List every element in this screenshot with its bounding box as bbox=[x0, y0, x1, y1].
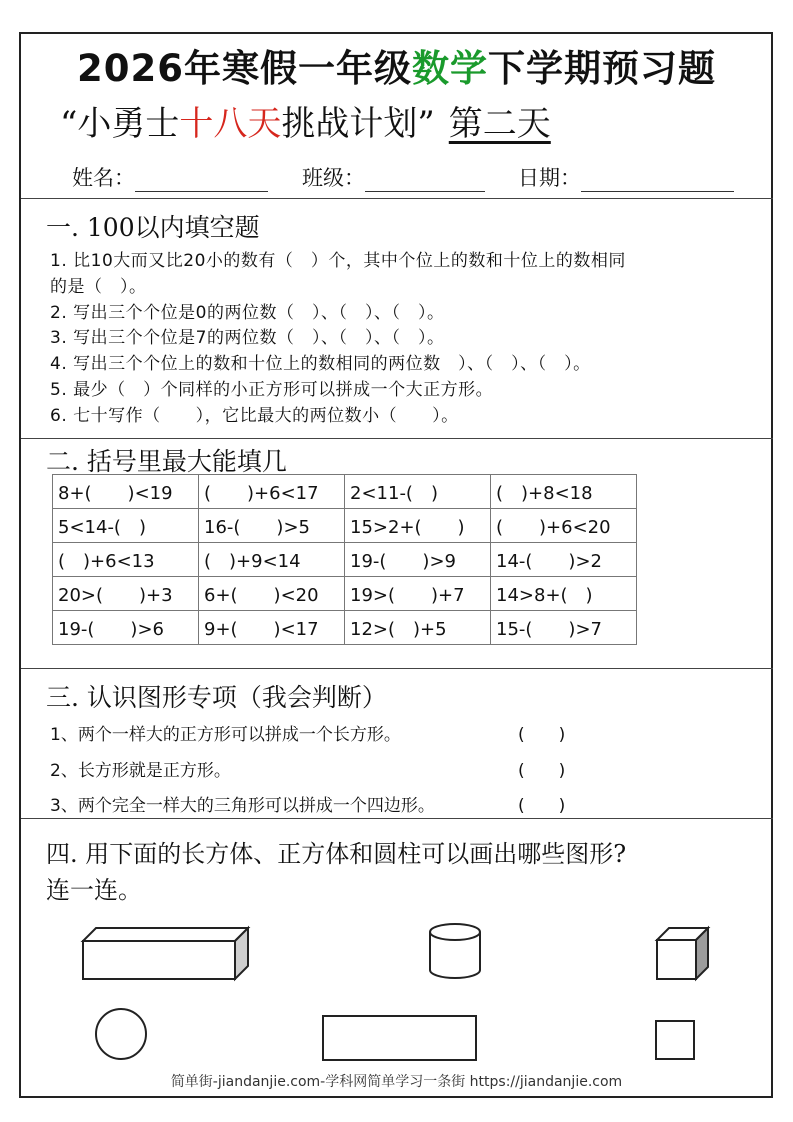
table-cell[interactable]: 8+( )<19 bbox=[53, 475, 199, 509]
class-label: 班级： bbox=[302, 166, 365, 190]
table-cell[interactable]: 14-( )>2 bbox=[491, 543, 637, 577]
table-cell[interactable]: 19>( )+7 bbox=[345, 577, 491, 611]
judge-text: 1、两个一样大的正方形可以拼成一个长方形。 bbox=[50, 725, 401, 745]
answer-paren[interactable]: ( ) bbox=[518, 761, 566, 781]
subtitle-part2: 挑战计划” bbox=[281, 104, 435, 144]
question-4: 4. 写出三个个位上的数和十位上的数相同的两位数 ）、（ ）、（ ）。 bbox=[50, 354, 591, 374]
table-cell[interactable]: 15>2+( ) bbox=[345, 509, 491, 543]
section1-heading: 一. 100以内填空题 bbox=[46, 213, 260, 242]
title-part2: 下学期预习题 bbox=[487, 47, 716, 90]
table-cell[interactable]: 14>8+( ) bbox=[491, 577, 637, 611]
question-3: 3. 写出三个个位是7的两位数（ ）、（ ）、（ ）。 bbox=[50, 328, 445, 348]
question-5: 5. 最少（ ）个同样的小正方形可以拼成一个大正方形。 bbox=[50, 380, 494, 400]
table-cell[interactable]: 16-( )>5 bbox=[199, 509, 345, 543]
table-cell[interactable]: 19-( )>9 bbox=[345, 543, 491, 577]
subtitle-highlight: 十八天 bbox=[179, 104, 282, 144]
table-cell[interactable]: 9+( )<17 bbox=[199, 611, 345, 645]
table-cell[interactable]: ( )+6<17 bbox=[199, 475, 345, 509]
cube-shape[interactable] bbox=[657, 928, 708, 979]
date-label: 日期： bbox=[518, 166, 581, 190]
table-cell[interactable]: 12>( )+5 bbox=[345, 611, 491, 645]
question-6: 6. 七十写作（ ），它比最大的两位数小（ ）。 bbox=[50, 406, 459, 426]
rectangle-shape[interactable] bbox=[323, 1016, 476, 1060]
cylinder-shape[interactable] bbox=[430, 924, 480, 978]
title-part1: 2026年寒假一年级 bbox=[77, 47, 412, 90]
title-subject: 数学 bbox=[411, 47, 488, 90]
name-label: 姓名： bbox=[72, 166, 135, 190]
question-2: 2. 写出三个个位是0的两位数（ ）、（ ）、（ ）。 bbox=[50, 303, 445, 323]
table-cell[interactable]: ( )+9<14 bbox=[199, 543, 345, 577]
section3-heading: 三. 认识图形专项（我会判断） bbox=[46, 683, 387, 712]
judge-text: 3、两个完全一样大的三角形可以拼成一个四边形。 bbox=[50, 796, 435, 816]
table-cell[interactable]: 5<14-( ) bbox=[53, 509, 199, 543]
answer-paren[interactable]: ( ) bbox=[518, 796, 566, 816]
judge-text: 2、长方形就是正方形。 bbox=[50, 761, 231, 781]
answer-paren[interactable]: ( ) bbox=[518, 725, 566, 745]
section2-heading: 二. 括号里最大能填几 bbox=[46, 447, 287, 476]
table-cell[interactable]: 19-( )>6 bbox=[53, 611, 199, 645]
question-1: 1. 比10大而又比20小的数有（ ）个，其中个位上的数和十位上的数相同 bbox=[50, 251, 626, 271]
table-cell[interactable]: 2<11-( ) bbox=[345, 475, 491, 509]
subtitle-day: 第二天 bbox=[448, 104, 551, 144]
table-cell[interactable]: ( )+8<18 bbox=[491, 475, 637, 509]
subtitle-part1: “小勇士 bbox=[60, 104, 180, 144]
square-shape[interactable] bbox=[656, 1021, 694, 1059]
circle-shape[interactable] bbox=[96, 1009, 146, 1059]
table-cell[interactable]: 20>( )+3 bbox=[53, 577, 199, 611]
section4-heading: 四. 用下面的长方体、正方体和圆柱可以画出哪些图形? bbox=[46, 840, 627, 868]
table-cell[interactable]: ( )+6<20 bbox=[491, 509, 637, 543]
table-cell[interactable]: ( )+6<13 bbox=[53, 543, 199, 577]
footer-watermark: 简单街-jiandanjie.com-学科网简单学习一条街 https://jiandanjie.com bbox=[170, 1074, 623, 1090]
table-cell[interactable]: 6+( )<20 bbox=[199, 577, 345, 611]
section4-heading-cont: 连一连。 bbox=[46, 876, 142, 904]
cuboid-shape[interactable] bbox=[83, 928, 248, 979]
question-1-cont: 的是（ ）。 bbox=[50, 277, 147, 297]
table-cell[interactable]: 15-( )>7 bbox=[491, 611, 637, 645]
